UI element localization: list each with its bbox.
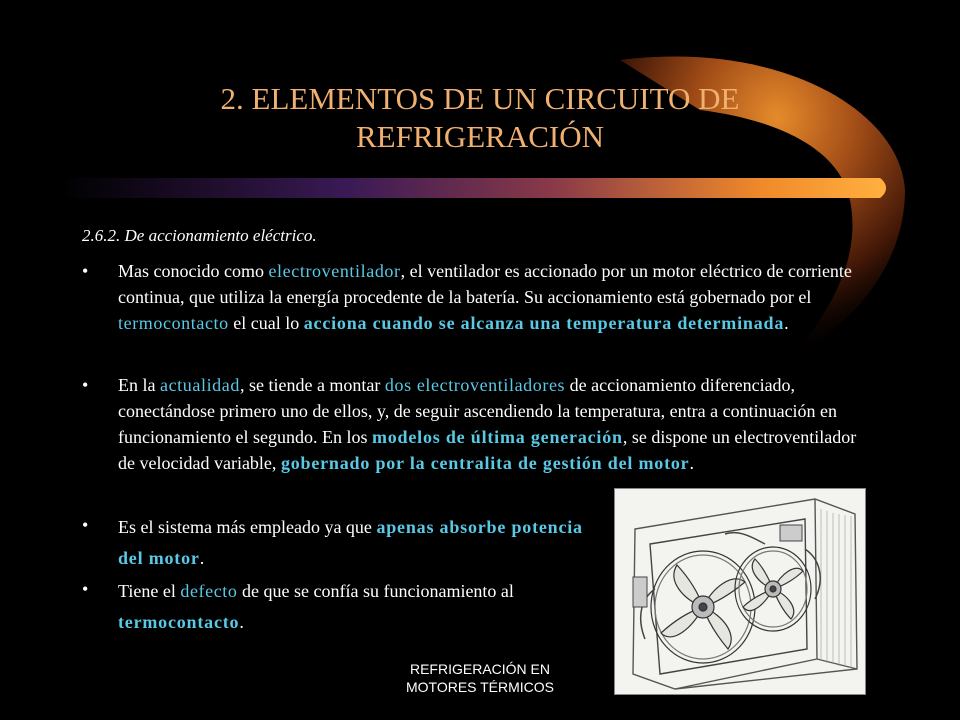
text-segment: , el ventilador es accionado por un motor eléctrico de corriente continua, que utiliza la energía procedente de la batería. Su accionamiento está gobernado por el [118, 261, 852, 307]
text-segment: de accionamiento diferenciado, conectándose primero uno de ellos, y, de seguir ascendiendo la temperatura, entra a continuación en funcionamiento el segundo. En los [118, 375, 838, 447]
bullet-marker: • [82, 579, 89, 599]
text-segment: En la [118, 375, 160, 395]
bullet-text [118, 576, 602, 638]
text-segment: , se dispone un electroventilador de velocidad variable, [118, 427, 857, 473]
keyword-highlight: termocontacto [118, 313, 229, 333]
bullet-marker: • [82, 515, 89, 535]
radiator-twin-fan-icon [615, 489, 865, 694]
keyword-highlight: termocontacto [118, 612, 240, 632]
title-line-1: 2. ELEMENTOS DE UN CIRCUITO DE [220, 81, 740, 116]
text-segment: Tiene el [118, 581, 181, 601]
bullet-text [118, 512, 602, 574]
slide-title [90, 80, 870, 156]
slide-footer [360, 660, 600, 696]
text-segment: . [199, 548, 205, 568]
keyword-highlight: acciona cuando se alcanza una temperatura determinada [303, 313, 785, 333]
footer-line-1: REFRIGERACIÓN EN [409, 661, 550, 677]
bullet-marker: • [82, 261, 89, 281]
section-subheading: 2.6.2. De accionamiento eléctrico. [82, 226, 317, 245]
text-segment: el cual lo [228, 313, 304, 333]
text-segment: . [689, 453, 694, 473]
text-segment: Es el sistema más empleado ya que [118, 517, 377, 537]
bullet-text [118, 372, 872, 476]
text-segment: Mas conocido como [118, 261, 269, 281]
footer-line-2: MOTORES TÉRMICOS [405, 679, 555, 695]
bullet-item [82, 372, 872, 476]
keyword-highlight: electroventilador [268, 261, 401, 281]
text-segment: , se tiende a montar [239, 375, 385, 395]
keyword-highlight: modelos de última generación [371, 427, 623, 447]
title-line-2: REFRIGERACIÓN [355, 119, 604, 154]
bullet-marker: • [82, 375, 89, 395]
text-segment: de que se confía su funcionamiento al [237, 581, 514, 601]
text-segment: . [239, 612, 244, 632]
bullet-item [82, 512, 602, 574]
keyword-highlight: defecto [180, 581, 238, 601]
keyword-highlight: gobernado por la centralita de gestión del motor [280, 453, 690, 473]
bullet-item [82, 576, 602, 638]
keyword-highlight: dos electroventiladores [384, 375, 566, 395]
keyword-highlight: actualidad [160, 375, 240, 395]
bullet-item [82, 258, 872, 336]
bullet-text [118, 258, 872, 336]
radiator-fan-illustration [614, 488, 866, 695]
keyword-highlight: apenas absorbe potencia del motor [118, 517, 583, 568]
text-segment: . [784, 313, 789, 333]
